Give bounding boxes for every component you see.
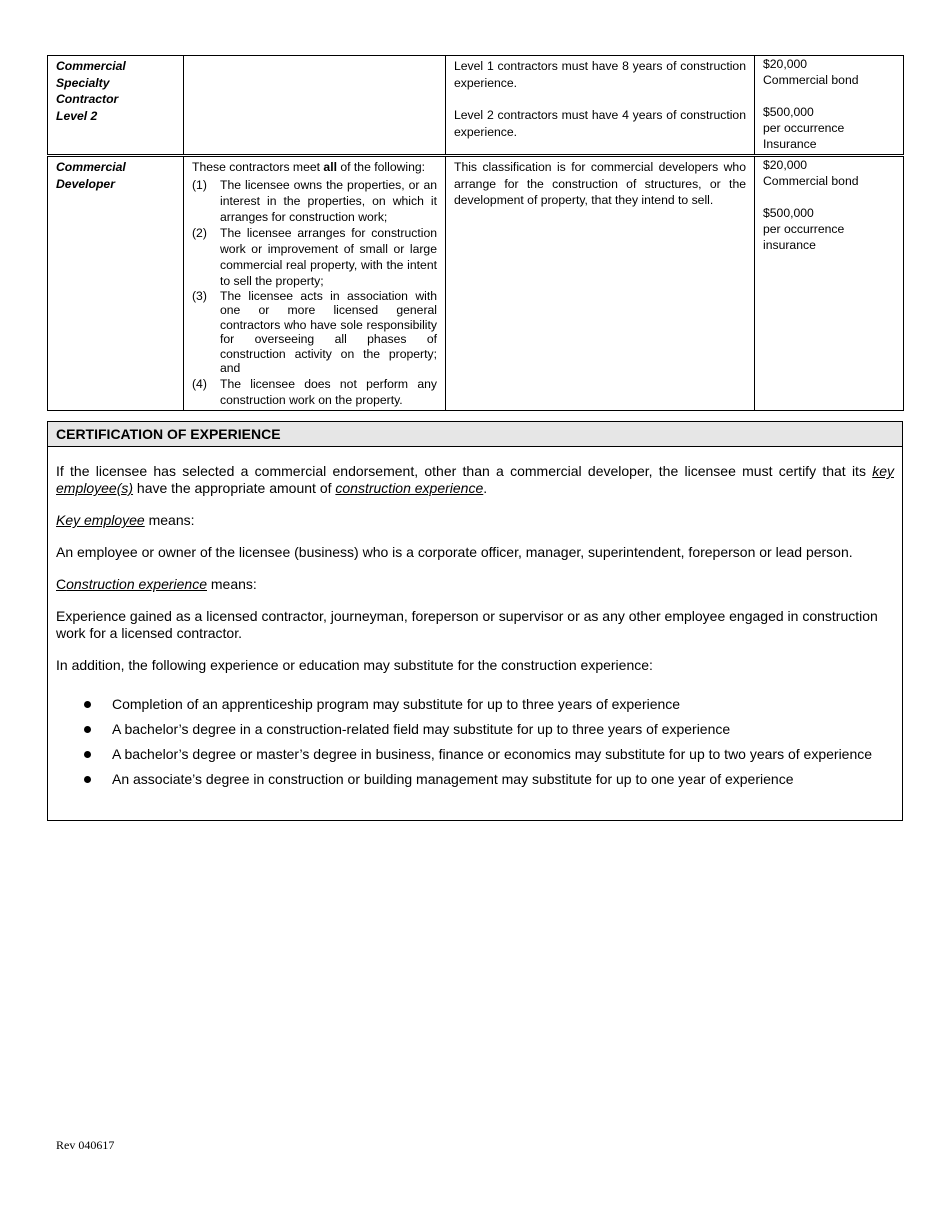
bond-cell	[755, 156, 904, 411]
classification-name	[48, 156, 184, 411]
list-item	[56, 771, 894, 796]
section-title: CERTIFICATION OF EXPERIENCE	[48, 422, 902, 447]
requirements-cell	[184, 156, 446, 411]
definition-heading	[56, 512, 894, 529]
bullet-icon	[84, 701, 91, 708]
table-row	[48, 156, 904, 411]
certification-intro	[56, 463, 894, 497]
definition-text: An employee or owner of the licensee (business) who is a corporate officer, manager, superintendent, foreperson or lead person.	[56, 544, 853, 560]
list-item-text: An associate’s degree in construction or building management may substitute for up to one year of experience	[112, 771, 794, 787]
bullet-icon	[84, 726, 91, 733]
experience-cell	[446, 156, 755, 411]
experience-text: Level 1 contractors must have 8 years of construction experience.	[454, 59, 746, 90]
classification-table-wrapper	[47, 55, 903, 411]
construction-experience-term: onstruction experience	[66, 576, 207, 592]
bond-amount: $20,000	[763, 158, 808, 172]
definition-heading	[56, 576, 894, 593]
classification-name-line: Commercial	[56, 59, 126, 73]
intro-text: .	[483, 480, 488, 496]
classification-name-line: Level 2	[56, 108, 98, 123]
insurance-amount: $500,000	[763, 105, 814, 119]
experience-text: Level 2 contractors must have 4 years of construction experience.	[454, 108, 746, 139]
list-item-text: The licensee owns the properties, or an interest in the properties, on which it arranges for construction work;	[220, 177, 437, 224]
requirements-intro-text: of the following:	[336, 160, 426, 174]
revision-footer: Rev 040617	[56, 1138, 115, 1152]
definition-text: Experience gained as a licensed contractor, journeyman, foreperson or supervisor or as any other employee engaged in construction work for a licensed contractor.	[56, 608, 878, 641]
substitute-intro: In addition, the following experience or education may substitute for the construction experience:	[56, 657, 653, 673]
list-item	[56, 746, 894, 771]
insurance-label: Insurance	[763, 137, 817, 151]
construction-experience-term: C	[56, 576, 67, 592]
certification-section	[47, 421, 903, 821]
key-employee-term: Key employee	[56, 512, 145, 528]
requirements-intro	[192, 159, 437, 176]
substitutes-list	[56, 696, 894, 796]
bond-cell	[755, 56, 904, 156]
classification-name-line: Contractor	[56, 92, 119, 106]
list-item-number: (1)	[192, 177, 207, 192]
requirements-intro-emphasis: all	[323, 160, 337, 174]
insurance-label: per occurrence	[763, 222, 845, 236]
requirements-cell	[184, 56, 446, 156]
means-text: means:	[207, 576, 257, 592]
intro-text: have the appropriate amount of	[133, 480, 336, 496]
bond-label: Commercial bond	[763, 73, 859, 87]
list-item-number: (3)	[192, 288, 207, 303]
insurance-label: per occurrence	[763, 121, 845, 135]
experience-cell	[446, 56, 755, 156]
key-employee-term: key employee(s)	[56, 463, 894, 496]
bond-label: Commercial bond	[763, 174, 859, 188]
list-item	[56, 696, 894, 721]
classification-table	[47, 55, 904, 411]
list-item	[192, 289, 437, 376]
list-item	[192, 177, 437, 225]
bullet-icon	[84, 776, 91, 783]
list-item-number: (4)	[192, 376, 207, 391]
table-row	[48, 56, 904, 156]
list-item-text: Completion of an apprenticeship program may substitute for up to three years of experience	[112, 696, 681, 712]
bond-amount: $20,000	[763, 57, 808, 71]
list-item-number: (2)	[192, 225, 207, 240]
experience-text: This classification is for commercial developers who arrange for the construction of structures, or the development of property, that they intend to sell.	[454, 160, 746, 207]
requirements-intro-text: These contractors meet	[192, 160, 324, 174]
list-item-text: A bachelor’s degree in a construction-related field may substitute for up to three years of experience	[112, 721, 731, 737]
list-item-text: A bachelor’s degree or master’s degree in business, finance or economics may substitute for up to two years of experience	[112, 746, 873, 762]
list-item-text: The licensee arranges for construction work or improvement of small or large commercial real property, with the intent to sell the property;	[220, 225, 437, 288]
list-item-text: The licensee does not perform any construction work on the property.	[220, 376, 437, 407]
insurance-label: insurance	[763, 238, 816, 252]
construction-experience-term: construction experience	[335, 480, 484, 496]
means-text: means:	[144, 512, 195, 528]
classification-name-line: Commercial	[56, 160, 126, 174]
insurance-amount: $500,000	[763, 206, 814, 220]
bullet-icon	[84, 751, 91, 758]
list-item	[56, 721, 894, 746]
list-item-text: The licensee acts in association with one or more licensed general contractors who have sole responsibility for overseeing all phases of construction activity on the property; and	[220, 288, 437, 375]
list-item	[192, 376, 437, 408]
classification-name-line: Developer	[56, 176, 115, 191]
list-item	[192, 225, 437, 289]
classification-name	[48, 56, 184, 156]
requirements-list	[192, 177, 437, 408]
classification-name-line: Specialty	[56, 75, 110, 90]
intro-text: If the licensee has selected a commercial endorsement, other than a commercial developer, the licensee must certify that its	[56, 463, 873, 479]
